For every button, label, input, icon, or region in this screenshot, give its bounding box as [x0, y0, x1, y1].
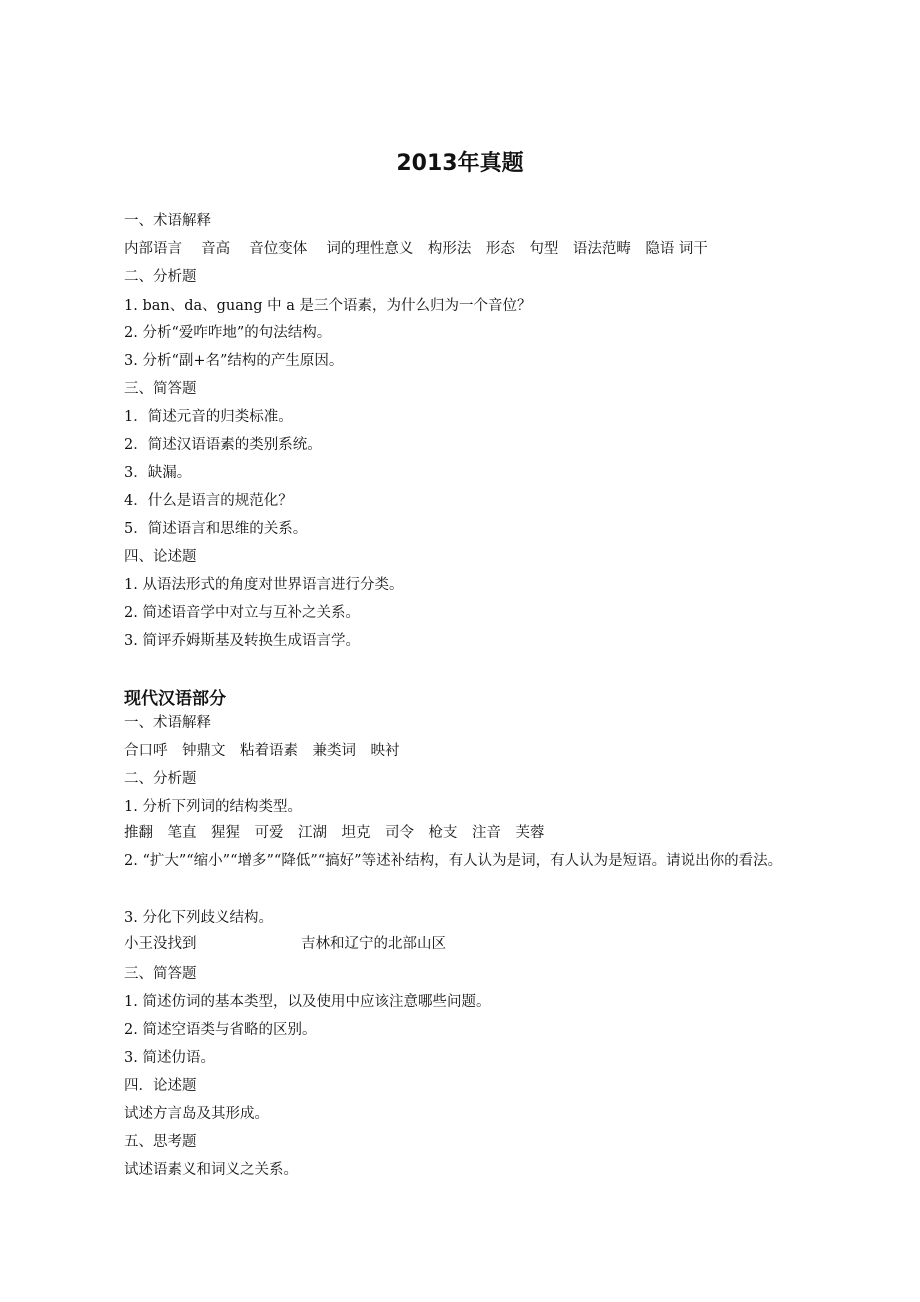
heading-terms-2: 一、术语解释 — [124, 715, 211, 731]
short-answer-2-q2: 2. 简述空语类与省略的区别。 — [124, 1022, 317, 1038]
heading-essay: 四、论述题 — [124, 549, 197, 565]
analysis-q3: 3. 分析“副+名”结构的产生原因。 — [124, 353, 344, 369]
heading-short-answer: 三、简答题 — [124, 381, 197, 397]
reflection-q1: 试述语素义和词义之关系。 — [124, 1162, 298, 1178]
word-list: 推翻 笔直 猩猩 可爱 江湖 坦克 司令 枪支 注音 芙蓉 — [124, 825, 545, 841]
essay-q2: 2. 简述语音学中对立与互补之关系。 — [124, 605, 360, 621]
section-title: 现代汉语部分 — [124, 689, 226, 709]
terms-list: 内部语言 音高 音位变体 词的理性意义 构形法 形态 句型 语法范畴 隐语 词干 — [124, 241, 708, 257]
ambiguous-phrase-1: 小王没找到 — [124, 936, 197, 952]
short-answer-2-q3: 3. 简述仂语。 — [124, 1050, 215, 1066]
heading-terms: 一、术语解释 — [124, 213, 211, 229]
essay-q3: 3. 简评乔姆斯基及转换生成语言学。 — [124, 633, 360, 649]
heading-reflection: 五、思考题 — [124, 1134, 197, 1150]
analysis-2-q1: 1. 分析下列词的结构类型。 — [124, 799, 302, 815]
page-title: 2013年真题 — [396, 151, 524, 176]
analysis-2-q2: 2. “扩大”“缩小”“增多”“降低”“搞好”等述补结构，有人认为是词，有人认为是短语。请说出你的看法。 — [124, 853, 783, 869]
ambiguous-phrase-2: 吉林和辽宁的北部山区 — [301, 936, 446, 952]
short-answer-q4: 4．什么是语言的规范化？ — [124, 493, 293, 509]
analysis-2-q3: 3. 分化下列歧义结构。 — [124, 910, 273, 926]
terms-list-2: 合口呼 钟鼎文 粘着语素 兼类词 映衬 — [124, 743, 400, 759]
short-answer-q5: 5．简述语言和思维的关系。 — [124, 521, 308, 537]
essay-2-q1: 试述方言岛及其形成。 — [124, 1106, 269, 1122]
essay-q1: 1. 从语法形式的角度对世界语言进行分类。 — [124, 577, 404, 593]
heading-analysis: 二、分析题 — [124, 269, 197, 285]
analysis-q2: 2. 分析“爱咋咋地”的句法结构。 — [124, 325, 332, 341]
short-answer-q3: 3．缺漏。 — [124, 465, 192, 481]
short-answer-q2: 2．简述汉语语素的类别系统。 — [124, 437, 322, 453]
heading-essay-2: 四．论述题 — [124, 1078, 197, 1094]
heading-short-answer-2: 三、简答题 — [124, 966, 197, 982]
short-answer-q1: 1．简述元音的归类标准。 — [124, 409, 293, 425]
analysis-q1: 1. ban、da、guang 中 a 是三个语素，为什么归为一个音位？ — [124, 298, 532, 314]
short-answer-2-q1: 1. 简述仿词的基本类型，以及使用中应该注意哪些问题。 — [124, 994, 491, 1010]
heading-analysis-2: 二、分析题 — [124, 771, 197, 787]
